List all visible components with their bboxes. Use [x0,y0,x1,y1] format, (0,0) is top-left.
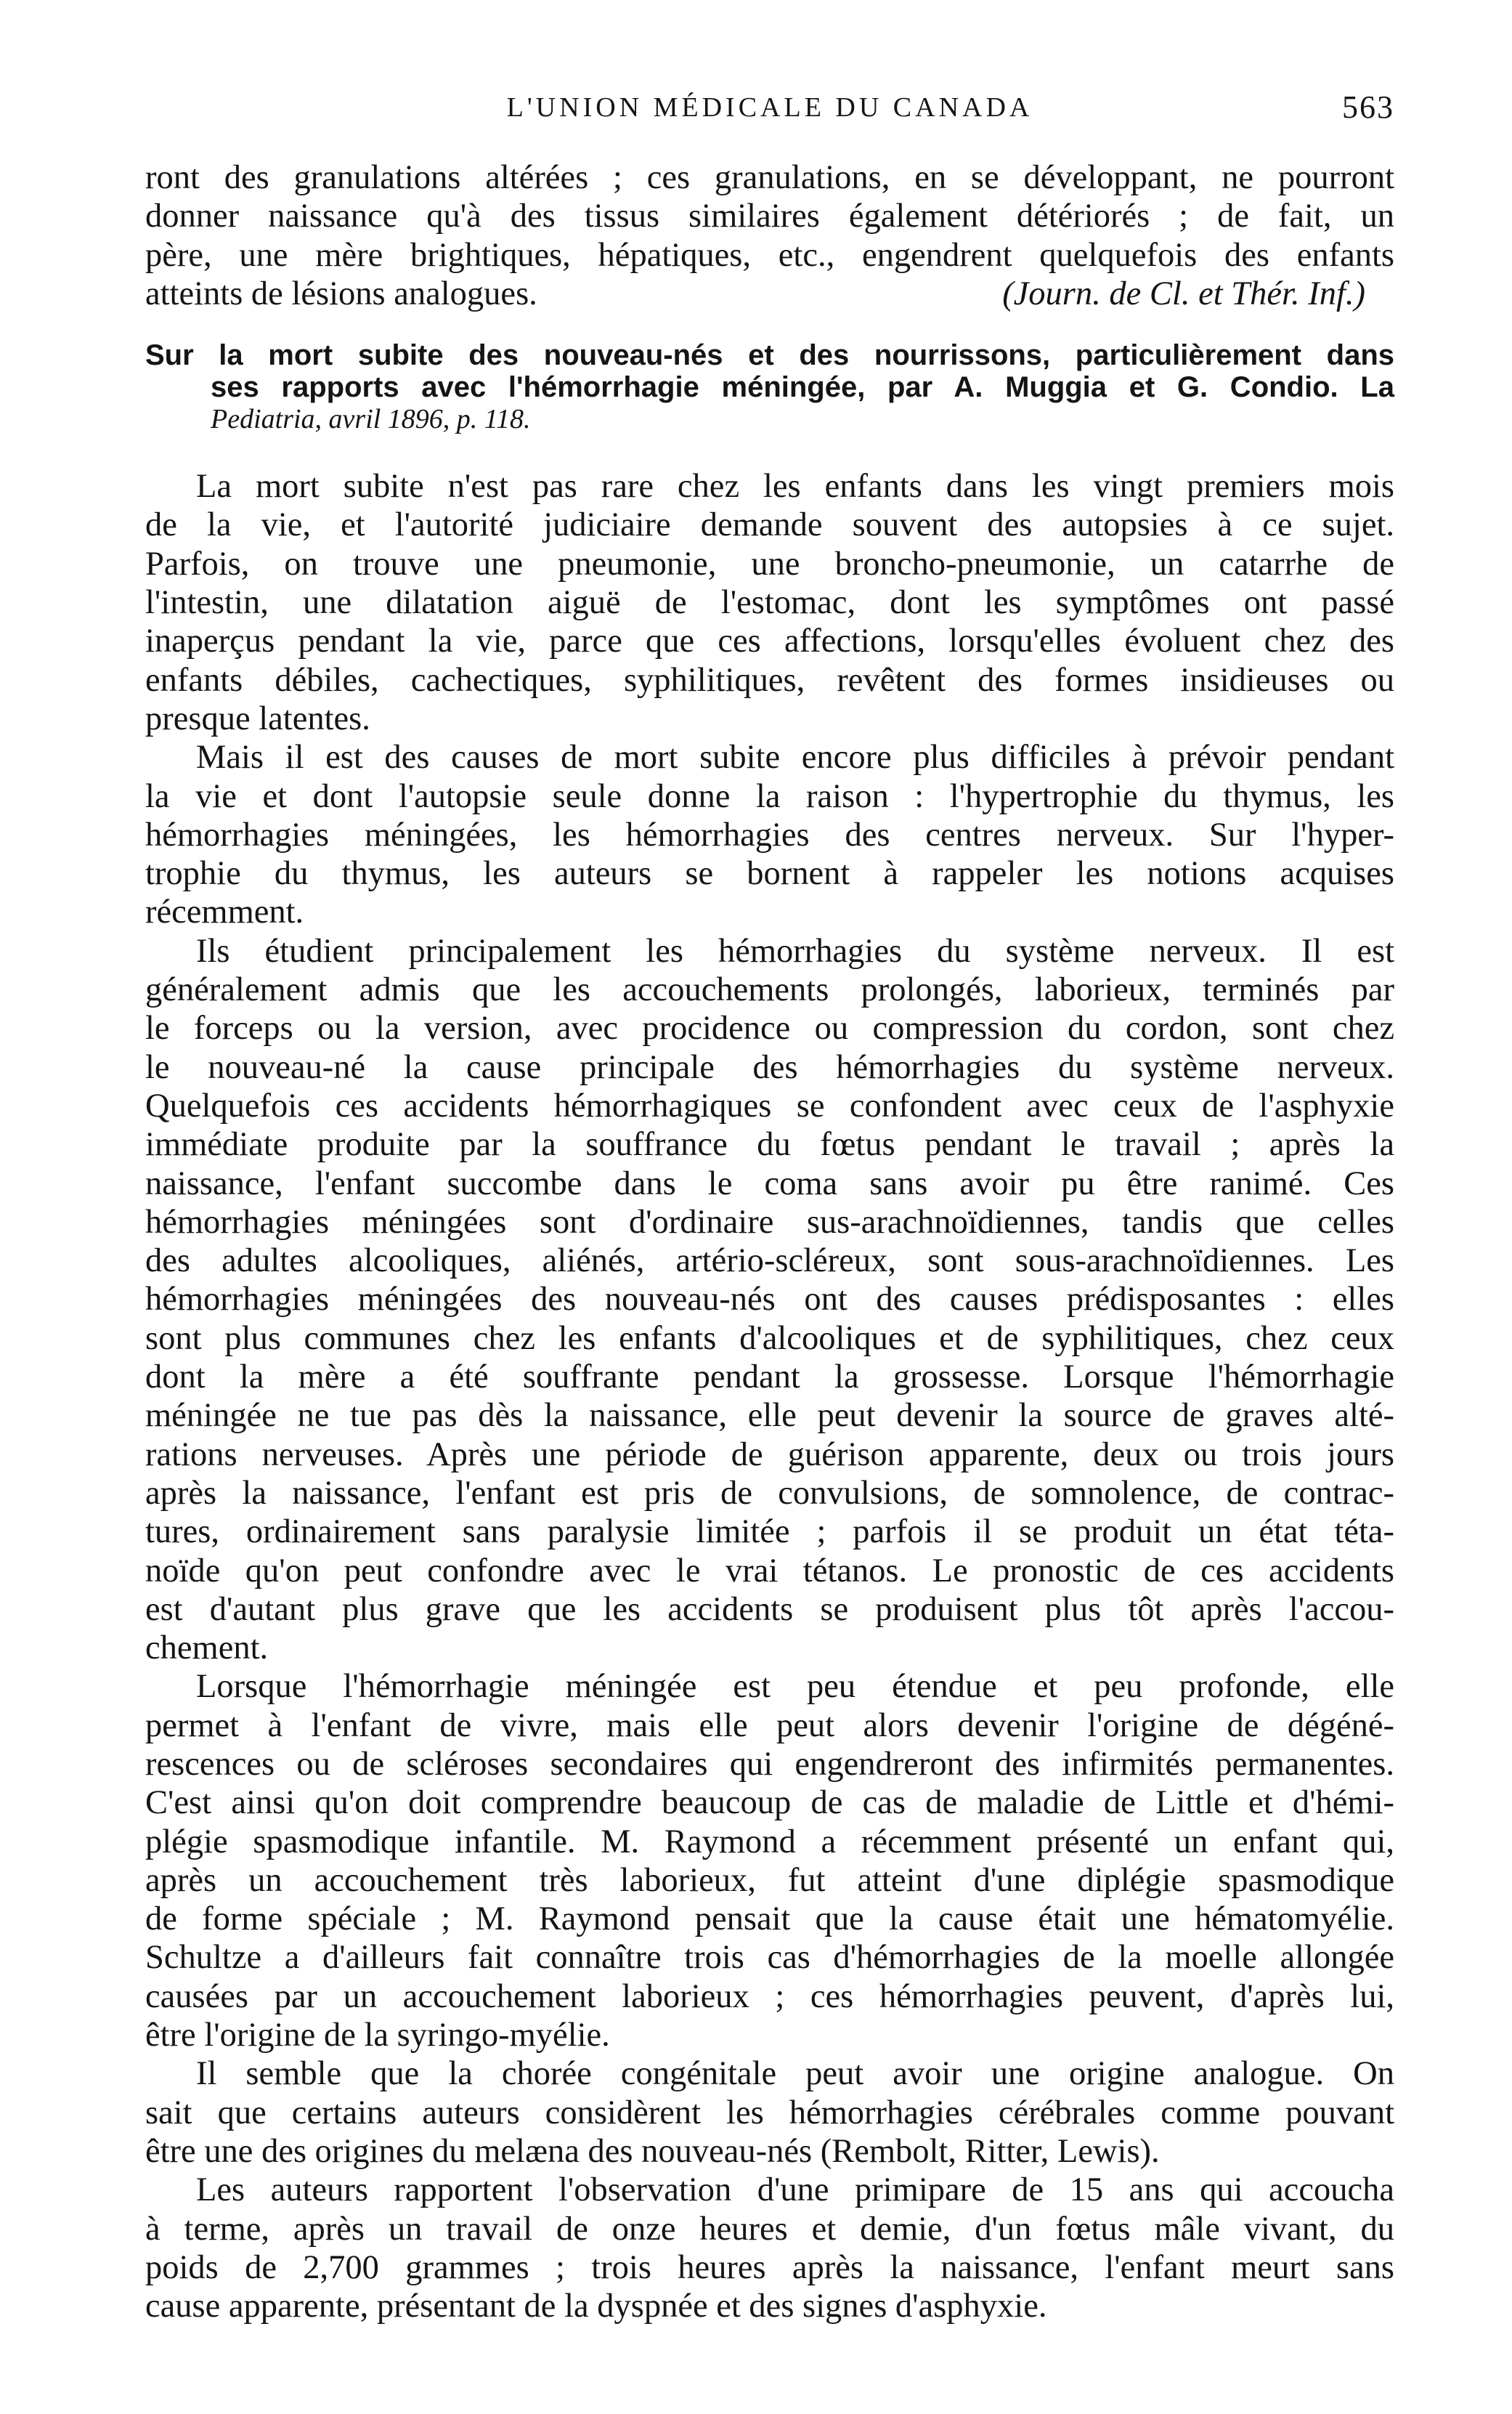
text-line: rations nerveuses. Après une période de guérison apparente, deux ou trois jours [145,1435,1394,1473]
text-line: naissance, l'enfant succombe dans le coma sans avoir pu être ranimé. Ces [145,1165,1394,1202]
text-line: cause apparente, présentant de la dyspnée et des signes d'asphyxie. [145,2288,1047,2325]
body-text [145,158,1394,2325]
book-page [145,0,1394,2414]
text-line: récemment. [145,894,304,931]
text-line: est d'autant plus grave que les accidents se produisent plus tôt après l'accou- [145,1590,1394,1628]
article-source: Pediatria, avril 1896, p. 118. [211,404,531,435]
text-line: sont plus communes chez les enfants d'alcooliques et de syphilitiques, chez ceux [145,1319,1394,1357]
text-line: sait que certains auteurs considèrent les hémorrhagies cérébrales comme pouvant [145,2094,1394,2131]
text-line: Parfois, on trouve une pneumonie, une broncho-pneumonie, un catarrhe de [145,545,1394,583]
text-line: après un accouchement très laborieux, fut atteint d'une diplégie spasmodique [145,1861,1394,1899]
paragraph [145,2054,1394,2171]
text-line: dont la mère a été souffrante pendant la grossesse. Lorsque l'hémorrhagie [145,1358,1394,1396]
journal-title: L'UNION MÉDICALE DU CANADA [506,92,1033,123]
text-line: Les auteurs rapportent l'observation d'une primipare de 15 ans qui accoucha [196,2171,1394,2209]
paragraph [145,738,1394,931]
article-heading [145,339,1394,435]
page-number: 563 [1342,89,1394,125]
text-line: Il semble que la chorée congénitale peut avoir une origine analogue. On [196,2055,1394,2093]
paragraph [145,932,1394,1668]
text-line [145,275,1394,313]
text-line: causées par un accouchement laborieux ; ces hémorrhagies peuvent, d'après lui, [145,1977,1394,2015]
text-line: Lorsque l'hémorrhagie méningée est peu étendue et peu profonde, elle [196,1668,1394,1706]
text-line: noïde qu'on peut confondre avec le vrai tétanos. Le pronostic de ces accidents [145,1552,1394,1589]
text-line: hémorrhagies méningées des nouveau-nés ont des causes prédisposantes : elles [145,1281,1394,1319]
text-line: permet à l'enfant de vivre, mais elle peut alors devenir l'origine de dégéné- [145,1706,1394,1744]
text-line: de forme spéciale ; M. Raymond pensait que la cause était une hématomyélie. [145,1900,1394,1938]
text-line: tures, ordinairement sans paralysie limitée ; parfois il se produit un état téta- [145,1513,1394,1551]
article-title-line: ses rapports avec l'hémorrhagie méningée, par A. Muggia et G. Condio. La [211,371,1394,404]
paragraph [145,1667,1394,2054]
paragraph [145,2171,1394,2325]
text-line: la vie et dont l'autopsie seule donne la raison : l'hypertrophie du thymus, les [145,777,1394,815]
text-line-part: atteints de lésions analogues. [145,275,537,312]
text-line: Mais il est des causes de mort subite encore plus difficiles à prévoir pendant [196,739,1394,777]
text-line: le forceps ou la version, avec procidence ou compression du cordon, sont chez [145,1010,1394,1048]
text-line: Quelquefois ces accidents hémorrhagiques se confondent avec ceux de l'asphyxie [145,1087,1394,1125]
text-line: hémorrhagies méningées, les hémorrhagies des centres nerveux. Sur l'hyper- [145,816,1394,854]
text-line: des adultes alcooliques, aliénés, artério-scléreux, sont sous-arachnoïdiennes. Les [145,1242,1394,1280]
journal-citation: (Journ. de Cl. et Thér. Inf.) [1002,275,1365,312]
text-line: presque latentes. [145,700,370,737]
text-line: le nouveau-né la cause principale des hémorrhagies du système nerveux. [145,1048,1394,1086]
running-head [145,86,1394,129]
continuation-paragraph [145,158,1394,313]
text-line: généralement admis que les accouchements prolongés, laborieux, terminés par [145,971,1394,1009]
text-line: de la vie, et l'autorité judiciaire demande souvent des autopsies à ce sujet. [145,506,1394,544]
text-line: immédiate produite par la souffrance du fœtus pendant le travail ; après la [145,1126,1394,1164]
text-line: ront des granulations altérées ; ces granulations, en se développant, ne pourront [145,159,1394,196]
text-line: père, une mère brightiques, hépatiques, etc., engendrent quelquefois des enfants [145,236,1394,274]
text-line: à terme, après un travail de onze heures et demie, d'un fœtus mâle vivant, du [145,2210,1394,2248]
text-line: Ils étudient principalement les hémorrhagies du système nerveux. Il est [196,932,1394,970]
text-line: donner naissance qu'à des tissus similaires également détériorés ; de fait, un [145,198,1394,235]
text-line: Schultze a d'ailleurs fait connaître trois cas d'hémorrhagies de la moelle allongée [145,1939,1394,1977]
text-line: l'intestin, une dilatation aiguë de l'estomac, dont les symptômes ont passé [145,584,1394,622]
text-line: méningée ne tue pas dès la naissance, elle peut devenir la source de graves alté- [145,1397,1394,1435]
text-line: poids de 2,700 grammes ; trois heures après la naissance, l'enfant meurt sans [145,2248,1394,2286]
text-line: trophie du thymus, les auteurs se bornent à rappeler les notions acquises [145,855,1394,893]
text-line: inaperçus pendant la vie, parce que ces affections, lorsqu'elles évoluent chez des [145,623,1394,660]
text-line: être l'origine de la syringo-myélie. [145,2017,610,2054]
text-line: plégie spasmodique infantile. M. Raymond a récemment présenté un enfant qui, [145,1823,1394,1860]
text-line: être une des origines du melæna des nouveau-nés (Rembolt, Ritter, Lewis). [145,2132,1160,2170]
text-line: rescences ou de scléroses secondaires qui engendreront des infirmités permanentes. [145,1745,1394,1783]
text-line: enfants débiles, cachectiques, syphilitiques, revêtent des formes insidieuses ou [145,661,1394,699]
text-line: La mort subite n'est pas rare chez les enfants dans les vingt premiers mois [196,468,1394,506]
text-line: C'est ainsi qu'on doit comprendre beaucoup de cas de maladie de Little et d'hémi- [145,1784,1394,1822]
text-line: hémorrhagies méningées sont d'ordinaire sus-arachnoïdiennes, tandis que celles [145,1203,1394,1241]
article-title-line: Sur la mort subite des nouveau-nés et des nourrissons, particulièrement dans [145,339,1394,372]
text-line: chement. [145,1629,269,1667]
paragraph [145,467,1394,738]
text-line: après la naissance, l'enfant est pris de convulsions, de somnolence, de contrac- [145,1474,1394,1512]
